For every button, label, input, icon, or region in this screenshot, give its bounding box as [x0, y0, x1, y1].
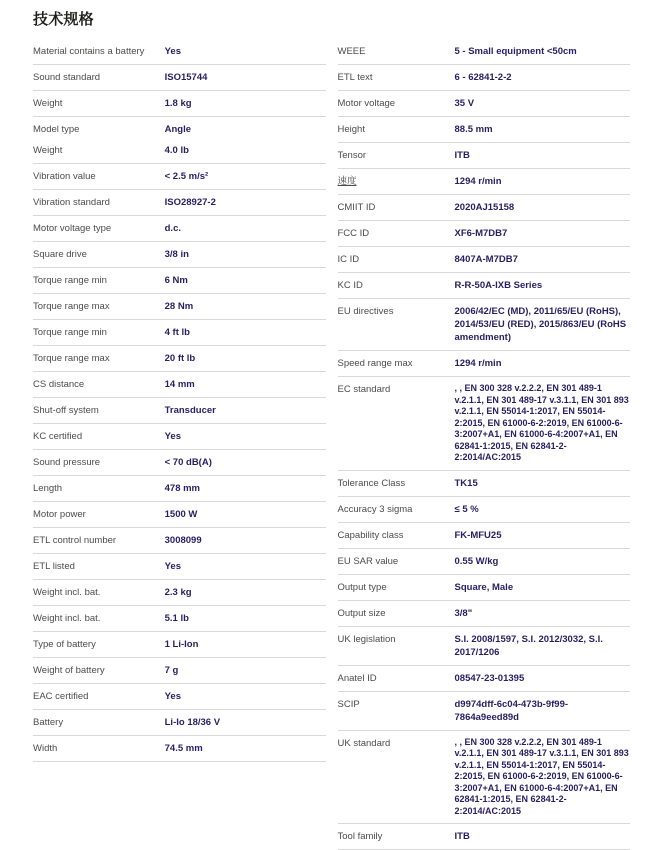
spec-value: 88.5 mm — [454, 124, 493, 135]
spec-value: Square, Male — [454, 581, 514, 593]
table-row — [338, 666, 631, 692]
table-row — [338, 273, 631, 299]
spec-label: Torque range max — [33, 301, 110, 312]
spec-pair — [33, 560, 326, 573]
spec-label: CS distance — [33, 379, 85, 390]
table-row — [33, 190, 326, 216]
spec-label: Output type — [337, 581, 387, 593]
spec-label: Tolerance Class — [337, 477, 406, 489]
spec-pair — [338, 97, 631, 110]
spec-pair — [33, 274, 326, 287]
spec-value: 6 Nm — [164, 275, 188, 286]
spec-value: 14 mm — [164, 379, 195, 390]
spec-label: Motor voltage type — [33, 223, 112, 234]
spec-label: Motor voltage — [337, 98, 396, 109]
table-row — [33, 294, 326, 320]
spec-pair — [33, 352, 326, 365]
spec-pair — [33, 586, 326, 599]
spec-pair — [338, 477, 631, 490]
spec-value: ISO15744 — [164, 72, 208, 83]
table-row — [338, 377, 631, 471]
spec-value: 3008099 — [164, 535, 202, 546]
table-row — [338, 471, 631, 497]
table-row — [338, 65, 631, 91]
table-row — [33, 606, 326, 632]
table-row — [33, 632, 326, 658]
table-row — [33, 164, 326, 190]
spec-table — [33, 39, 630, 850]
spec-label: EU directives — [337, 306, 394, 317]
spec-value: < 2.5 m/s² — [164, 171, 209, 182]
spec-label: Tool family — [337, 831, 383, 842]
spec-pair — [33, 430, 326, 443]
spec-column-right — [338, 39, 631, 850]
table-row — [338, 195, 631, 221]
table-row — [33, 502, 326, 528]
spec-pair — [33, 690, 326, 703]
spec-value: 5.1 lb — [164, 613, 189, 624]
spec-value: FK-MFU25 — [454, 529, 502, 541]
spec-value: Yes — [164, 561, 182, 572]
spec-pair — [338, 279, 631, 292]
spec-pair — [338, 45, 631, 58]
spec-pair — [33, 638, 326, 651]
spec-label: Anatel ID — [337, 672, 377, 684]
spec-pair — [338, 71, 631, 84]
spec-value: 2006/42/EC (MD), 2011/65/EU (RoHS), 2014/53/EU (RED), 2015/863/EU (RoHS amendment) — [454, 306, 627, 343]
table-row — [338, 299, 631, 351]
table-row — [33, 554, 326, 580]
table-row — [338, 143, 631, 169]
spec-pair — [33, 45, 326, 58]
spec-value: 4 ft lb — [164, 327, 190, 338]
spec-label: ETL listed — [33, 561, 75, 572]
spec-label: Model type — [33, 124, 80, 135]
spec-label: Height — [337, 124, 365, 135]
table-row — [33, 320, 326, 346]
spec-pair — [338, 737, 631, 818]
spec-pair — [33, 612, 326, 625]
spec-label: Square drive — [33, 249, 87, 260]
spec-value: 1500 W — [164, 509, 198, 520]
spec-label: IC ID — [337, 254, 360, 265]
table-row — [33, 684, 326, 710]
spec-value: 1.8 kg — [164, 98, 192, 109]
spec-value: 4.0 lb — [164, 145, 189, 156]
spec-pair — [33, 248, 326, 261]
spec-pair — [33, 123, 326, 136]
spec-pair — [338, 175, 631, 188]
table-row — [338, 523, 631, 549]
table-row — [33, 372, 326, 398]
spec-label: Weight incl. bat. — [33, 613, 101, 624]
table-row — [33, 91, 326, 117]
spec-value: Li-Io 18/36 V — [164, 717, 221, 728]
spec-value: ISO28927-2 — [164, 197, 216, 208]
table-row — [33, 736, 326, 762]
table-row — [33, 346, 326, 372]
spec-pair — [338, 305, 631, 344]
spec-column-left — [33, 39, 326, 762]
spec-pair — [338, 227, 631, 240]
table-row — [338, 824, 631, 850]
spec-label: Length — [33, 483, 63, 494]
spec-value: XF6-M7DB7 — [454, 228, 508, 239]
spec-label: Weight of battery — [33, 665, 105, 676]
table-row — [338, 39, 631, 65]
spec-pair — [33, 71, 326, 84]
table-row — [338, 351, 631, 377]
page-title: 技术规格 — [33, 11, 94, 28]
spec-value: ≤ 5 % — [454, 503, 479, 515]
spec-label: ETL control number — [33, 535, 117, 546]
table-row — [338, 549, 631, 575]
table-row — [338, 117, 631, 143]
spec-pair — [338, 555, 631, 568]
spec-label: Battery — [33, 717, 64, 728]
spec-value: , , EN 300 328 v.2.2.2, EN 301 489-1 v.2.1.1, EN 301 489-17 v.3.1.1, EN 301 893 v.2.1.1, EN 55014-1:2017, EN 55014-2:2015, EN 61000-6-2:2019, EN 61000-6-3:2007+A1, EN 61000-6-4:2007+A1, EN 62841-1:2015, EN 62841-2-2:2014/AC:2015 — [454, 383, 629, 462]
table-row — [33, 39, 326, 65]
spec-value: d9974dff-6c04-473b-9f99-7864a9eed89d — [454, 698, 569, 723]
spec-label: Speed range max — [337, 358, 413, 369]
table-row — [33, 476, 326, 502]
spec-value: 2.3 kg — [164, 587, 192, 598]
spec-value: Transducer — [164, 405, 216, 416]
spec-label: Type of battery — [33, 639, 96, 650]
spec-label: Torque range min — [33, 327, 107, 338]
table-row — [33, 398, 326, 424]
spec-label: Motor power — [33, 509, 86, 520]
table-row — [338, 692, 631, 731]
spec-value: 1294 r/min — [454, 176, 502, 187]
spec-pair — [338, 581, 631, 594]
table-row — [33, 710, 326, 736]
spec-value: Yes — [164, 691, 182, 702]
table-row — [338, 731, 631, 825]
spec-pair — [33, 300, 326, 313]
spec-value: 6 - 62841-2-2 — [454, 72, 512, 83]
spec-value: 0.55 W/kg — [454, 555, 499, 567]
spec-label: WEEE — [337, 46, 366, 57]
spec-value: Yes — [164, 431, 182, 442]
spec-pair — [338, 698, 631, 724]
spec-label: Sound standard — [33, 72, 101, 83]
spec-value: 8407A-M7DB7 — [454, 254, 518, 265]
spec-pair — [33, 378, 326, 391]
spec-label: Weight — [33, 98, 63, 109]
spec-label: EAC certified — [33, 691, 89, 702]
spec-pair — [33, 196, 326, 209]
spec-value: R-R-50A-IXB Series — [454, 280, 543, 291]
spec-value: 3/8" — [454, 607, 473, 619]
table-row — [338, 601, 631, 627]
spec-pair — [338, 383, 631, 464]
spec-pair — [338, 149, 631, 162]
spec-label: Shut-off system — [33, 405, 99, 416]
spec-pair — [33, 742, 326, 755]
spec-pair — [338, 123, 631, 136]
spec-label: Tensor — [337, 150, 367, 161]
spec-label: Sound pressure — [33, 457, 101, 468]
spec-value: ITB — [454, 150, 470, 161]
spec-value: Yes — [164, 46, 182, 57]
table-row — [338, 91, 631, 117]
table-row — [338, 627, 631, 666]
spec-value: 1294 r/min — [454, 358, 502, 369]
spec-value: 5 - Small equipment <50cm — [454, 46, 577, 57]
table-row — [33, 117, 326, 164]
spec-value: 74.5 mm — [164, 743, 203, 754]
spec-pair — [338, 633, 631, 659]
spec-value: TK15 — [454, 477, 478, 489]
spec-value: 1 Li-Ion — [164, 639, 199, 650]
spec-value: ITB — [454, 831, 470, 842]
table-row — [33, 528, 326, 554]
spec-pair — [338, 672, 631, 685]
spec-label: EU SAR value — [337, 555, 399, 567]
spec-label: Accuracy 3 sigma — [337, 503, 413, 515]
table-row — [338, 221, 631, 247]
spec-pair — [33, 534, 326, 547]
spec-label: Torque range min — [33, 275, 107, 286]
table-row — [33, 65, 326, 91]
table-row — [33, 424, 326, 450]
spec-pair — [33, 404, 326, 417]
spec-pair — [33, 170, 326, 183]
spec-pair — [338, 529, 631, 542]
spec-label: Width — [33, 743, 58, 754]
table-row — [33, 658, 326, 684]
spec-label: Vibration standard — [33, 197, 110, 208]
spec-label: UK standard — [337, 737, 391, 749]
spec-label[interactable]: 速度 — [337, 176, 357, 187]
spec-value: d.c. — [164, 223, 181, 234]
spec-pair — [33, 326, 326, 339]
spec-value: 7 g — [164, 665, 179, 676]
spec-pair — [338, 503, 631, 516]
spec-pair — [33, 716, 326, 729]
spec-label: Torque range max — [33, 353, 110, 364]
table-row — [33, 268, 326, 294]
table-row — [338, 575, 631, 601]
spec-value: 478 mm — [164, 483, 201, 494]
spec-label: FCC ID — [337, 228, 370, 239]
spec-value: 35 V — [454, 98, 475, 109]
spec-label: KC certified — [33, 431, 83, 442]
spec-pair — [33, 664, 326, 677]
spec-value: 20 ft lb — [164, 353, 196, 364]
table-row — [338, 497, 631, 523]
spec-pair — [33, 144, 326, 157]
spec-pair — [33, 456, 326, 469]
spec-pair — [338, 201, 631, 214]
spec-label: Output size — [337, 607, 386, 619]
spec-label: Capability class — [337, 529, 404, 541]
spec-pair — [338, 357, 631, 370]
spec-value: 3/8 in — [164, 249, 189, 260]
spec-pair — [33, 97, 326, 110]
spec-pair — [338, 607, 631, 620]
spec-label: EC standard — [337, 384, 391, 395]
spec-value: < 70 dB(A) — [164, 457, 212, 468]
spec-value: 28 Nm — [164, 301, 194, 312]
table-row — [33, 580, 326, 606]
spec-label: ETL text — [337, 72, 373, 83]
spec-label: KC ID — [337, 280, 363, 291]
spec-value: S.I. 2008/1597, S.I. 2012/3032, S.I. 2017/1206 — [454, 633, 603, 658]
spec-pair — [338, 830, 631, 843]
table-row — [33, 242, 326, 268]
spec-value: 2020AJ15158 — [454, 202, 515, 213]
spec-label: Weight — [33, 145, 63, 156]
spec-label: UK legislation — [337, 633, 396, 645]
table-row — [33, 216, 326, 242]
spec-value: , , EN 300 328 v.2.2.2, EN 301 489-1 v.2.1.1, EN 301 489-17 v.3.1.1, EN 301 893 v.2.1.1, EN 55014-1:2017, EN 55014-2:2015, EN 61000-6-2:2019, EN 61000-6-3:2007+A1, EN 61000-6-4:2007+A1, EN 62841-1:2015, EN 62841-2-2:2014/AC:2015 — [454, 736, 629, 816]
spec-pair — [33, 508, 326, 521]
spec-label: Material contains a battery — [33, 46, 145, 57]
spec-value: Angle — [164, 124, 192, 135]
spec-label: Weight incl. bat. — [33, 587, 101, 598]
table-row — [338, 247, 631, 273]
spec-pair — [338, 253, 631, 266]
table-row — [33, 450, 326, 476]
spec-label: SCIP — [337, 698, 360, 710]
spec-value: 08547-23-01395 — [454, 672, 525, 684]
spec-pair — [33, 482, 326, 495]
table-row — [338, 169, 631, 195]
spec-pair — [33, 222, 326, 235]
spec-label: CMIIT ID — [337, 202, 376, 213]
spec-label: Vibration value — [33, 171, 96, 182]
